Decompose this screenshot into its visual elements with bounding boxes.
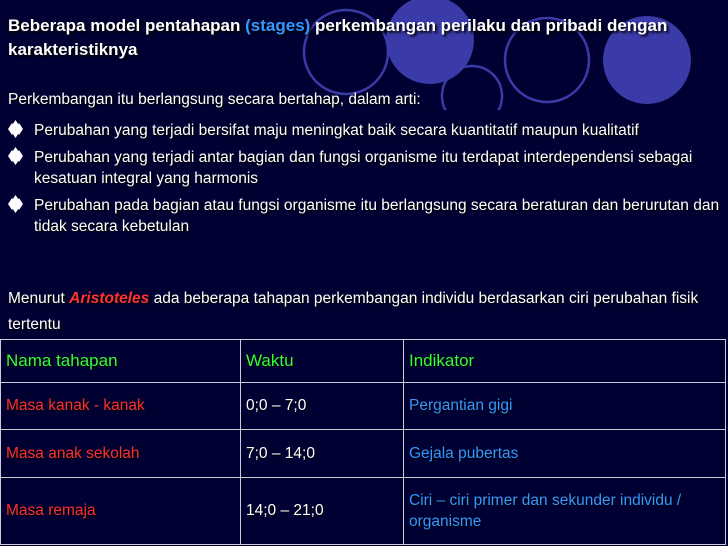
note-suffix: ada beberapa tahapan perkembangan individu berdasarkan ciri perubahan fisik tertentu (8, 290, 699, 333)
table-row (1, 477, 726, 544)
table-row (1, 430, 726, 477)
bullet-text: Perubahan yang terjadi bersifat maju meningkat baik secara kuantitatif maupun kualitatif (34, 122, 639, 139)
diamond-bullet-icon (8, 146, 28, 166)
title-part1: Beberapa model pentahapan (8, 16, 246, 35)
bullet-text: Perubahan yang terjadi antar bagian dan fungsi organisme itu terdapat interdependensi sebagai kesatuan integral yang harmonis (34, 149, 693, 187)
stage-name-cell: Masa anak sekolah (1, 430, 241, 477)
stage-time-cell: 7;0 – 14;0 (241, 430, 404, 477)
bullet-text: Perubahan pada bagian atau fungsi organisme itu berlangsung secara beraturan dan berurutan dan tidak secara kebetulan (34, 197, 720, 235)
header-cell-time: Waktu (241, 340, 404, 383)
note-name: Aristoteles (69, 290, 150, 307)
header-cell-indicator: Indikator (404, 340, 726, 383)
bullet-list (8, 120, 723, 243)
stage-indicator-cell: Ciri – ciri primer dan sekunder individu / organisme (404, 477, 726, 544)
bullet-item (8, 195, 723, 237)
note-prefix: Menurut (8, 290, 70, 307)
stage-name-cell: Masa remaja (1, 477, 241, 544)
title-part2: perkembangan perilaku dan pribadi dengan karakteristiknya (8, 16, 668, 59)
aristoteles-note (8, 286, 723, 338)
bullet-item (8, 120, 723, 141)
stage-name-cell: Masa kanak - kanak (1, 383, 241, 430)
table-row (1, 383, 726, 430)
intro-text: Perkembangan itu berlangsung secara bertahap, dalam arti: (8, 91, 421, 108)
table-header-row (1, 340, 726, 383)
stages-table (0, 339, 726, 545)
slide-title (8, 14, 723, 62)
stage-indicator-cell: Pergantian gigi (404, 383, 726, 430)
diamond-bullet-icon (8, 119, 28, 139)
stage-time-cell: 0;0 – 7;0 (241, 383, 404, 430)
diamond-bullet-icon (8, 194, 28, 214)
bullet-item (8, 147, 723, 189)
stage-time-cell: 14;0 – 21;0 (241, 477, 404, 544)
stage-indicator-cell: Gejala pubertas (404, 430, 726, 477)
title-highlight: (stages) (245, 16, 311, 35)
header-cell-name: Nama tahapan (1, 340, 241, 383)
